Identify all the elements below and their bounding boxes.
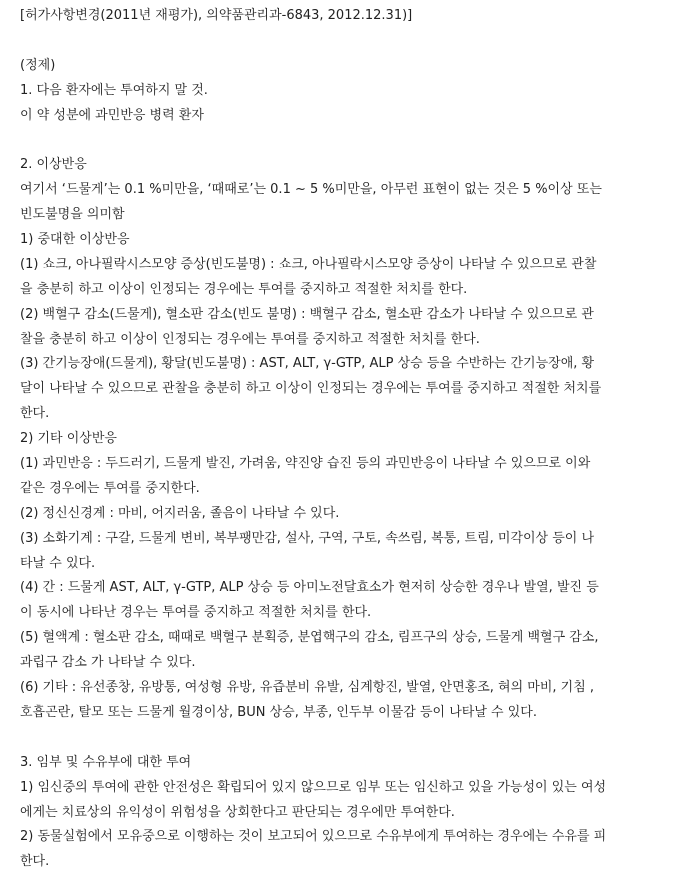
pregnancy-heading: 3. 임부 및 수유부에 대한 투여 (20, 754, 192, 770)
serious-reaction-item: 달이 나타날 수 있으므로 관찰을 충분히 하고 이상이 인정되는 경우에는 투여를 중지하고 적절한 처치를 (20, 381, 602, 397)
other-reaction-item: (4) 간 : 드물게 AST, ALT, γ-GTP, ALP 상승 등 아미노전달효소가 현저히 상승한 경우나 발열, 발진 등 (20, 580, 599, 596)
frequency-definition: 빈도불명을 의미함 (20, 207, 125, 223)
document-body (20, 4, 684, 875)
serious-reaction-item: (3) 간기능장애(드물게), 황달(빈도불명) : AST, ALT, γ-GTP, ALP 상승 등을 수반하는 간기능장애, 황 (20, 356, 595, 372)
blank-line (20, 29, 684, 54)
other-reaction-item: (6) 기타 : 유선종창, 유방통, 여성형 유방, 유즙분비 유발, 심계항진, 발열, 안면홍조, 혀의 마비, 기침 , (20, 680, 595, 696)
other-reactions-heading: 2) 기타 이상반응 (20, 431, 117, 447)
blank-line (20, 726, 684, 751)
other-reaction-item: 과립구 감소 가 나타날 수 있다. (20, 655, 196, 671)
blank-line (20, 128, 684, 153)
pregnancy-item: 2) 동물실험에서 모유중으로 이행하는 것이 보고되어 있으므로 수유부에게 투여하는 경우에는 수유를 피 (20, 829, 607, 845)
serious-reactions-heading: 1) 중대한 이상반응 (20, 232, 130, 248)
contraindication-label: (정제) (20, 57, 56, 73)
contraindication-item: 이 약 성분에 과민반응 병력 환자 (20, 107, 204, 123)
serious-reaction-item: (2) 백혈구 감소(드물게), 혈소판 감소(빈도 불명) : 백혈구 감소, 혈소판 감소가 나타날 수 있으므로 관 (20, 306, 594, 322)
other-reaction-item: (5) 혈액계 : 혈소판 감소, 때때로 백혈구 분획증, 분엽핵구의 감소, 림프구의 상승, 드물게 백혈구 감소, (20, 630, 599, 646)
other-reaction-item: (1) 과민반응 : 두드러기, 드물게 발진, 가려움, 약진양 습진 등의 과민반응이 나타날 수 있으므로 이와 (20, 456, 591, 472)
other-reaction-item: 같은 경우에는 투여를 중지한다. (20, 480, 200, 496)
adverse-reactions-heading: 2. 이상반응 (20, 157, 87, 173)
pregnancy-item: 1) 임신중의 투여에 관한 안전성은 확립되어 있지 않으므로 임부 또는 임신하고 있을 가능성이 있는 여성 (20, 779, 607, 795)
pregnancy-item: 한다. (20, 854, 50, 870)
other-reaction-item: (2) 정신신경계 : 마비, 어지러움, 졸음이 나타날 수 있다. (20, 505, 340, 521)
other-reaction-item: (3) 소화기계 : 구갈, 드물게 변비, 복부팽만감, 설사, 구역, 구토, 속쓰림, 복통, 트림, 미각이상 등이 나 (20, 530, 595, 546)
other-reaction-item: 호흡곤란, 탈모 또는 드물게 월경이상, BUN 상승, 부종, 인두부 이물감 등이 나타날 수 있다. (20, 704, 537, 720)
other-reaction-item: 타날 수 있다. (20, 555, 96, 571)
frequency-definition: 여기서 ‘드물게’는 0.1 %미만을, ‘때때로’는 0.1 ~ 5 %미만을, 아무런 표현이 없는 것은 5 %이상 또는 (20, 182, 602, 198)
contraindication-heading: 1. 다음 환자에는 투여하지 말 것. (20, 82, 208, 98)
serious-reaction-item: (1) 쇼크, 아나필락시스모양 증상(빈도불명) : 쇼크, 아나필락시스모양 증상이 나타날 수 있으므로 관찰 (20, 256, 597, 272)
other-reaction-item: 이 동시에 나타난 경우는 투여를 중지하고 적절한 처치를 한다. (20, 605, 372, 621)
serious-reaction-item: 찰을 충분히 하고 이상이 인정되는 경우에는 투여를 중지하고 적절한 처치를 한다. (20, 331, 480, 347)
serious-reaction-item: 을 충분히 하고 이상이 인정되는 경우에는 투여를 중지하고 적절한 처치를 한다. (20, 281, 468, 297)
revision-header: [허가사항변경(2011년 재평가), 의약품관리과-6843, 2012.12.31)] (20, 8, 413, 23)
pregnancy-item: 에게는 치료상의 유익성이 위험성을 상회한다고 판단되는 경우에만 투여한다. (20, 804, 455, 820)
serious-reaction-item: 한다. (20, 406, 50, 422)
